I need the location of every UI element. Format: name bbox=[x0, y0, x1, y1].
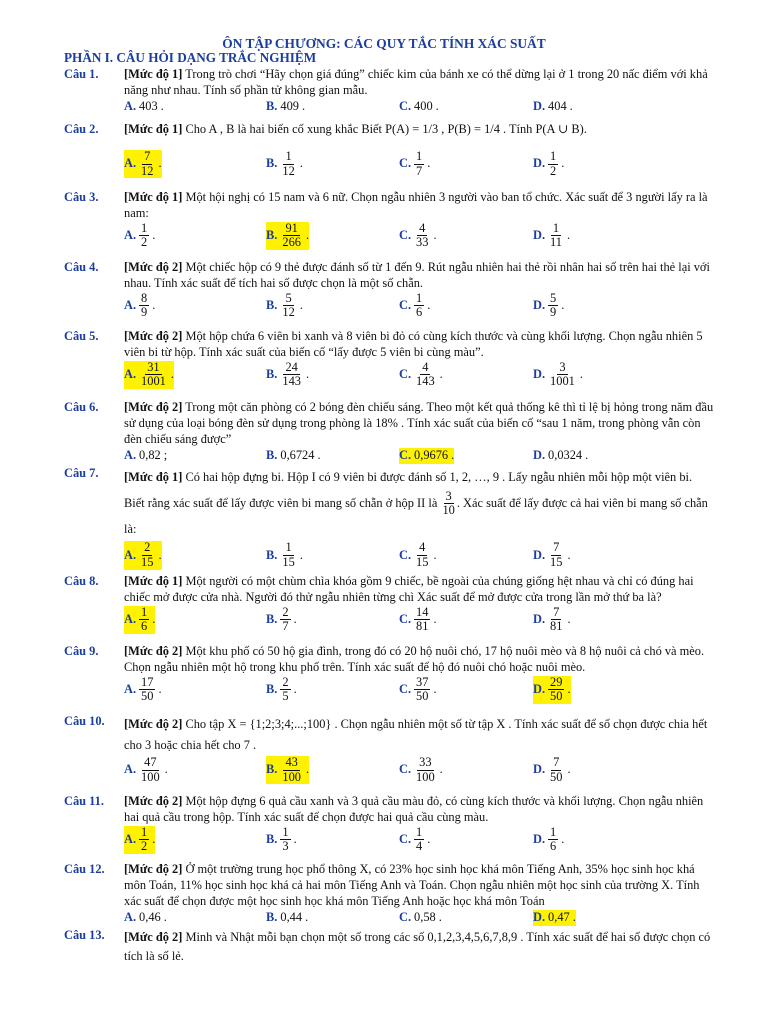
question-text: Một hộp chứa 6 viên bi xanh và 8 viên bi đỏ có cùng kích thước và cùng khối lượng. Chọn ngẫu nhiên 5 viên bi từ hộp. Tính xác suất của biến cố “lấy được 5 viên bi cùng màu”. bbox=[124, 329, 703, 359]
option-a[interactable]: A. 0,46 . bbox=[124, 909, 167, 924]
question-label: Câu 11. bbox=[64, 794, 104, 808]
question-7 bbox=[64, 466, 714, 577]
option-c[interactable]: C. 4 143 . bbox=[399, 359, 443, 389]
level-tag: [Mức độ 2] bbox=[124, 329, 183, 343]
options bbox=[124, 541, 714, 577]
level-tag: [Mức độ 2] bbox=[124, 794, 183, 808]
option-c[interactable]: C. 1 4 . bbox=[399, 824, 431, 854]
option-a[interactable]: A. 1 6 . bbox=[124, 604, 156, 634]
question-label: Câu 13. bbox=[64, 928, 105, 942]
option-c[interactable]: C. 1 6 . bbox=[399, 290, 431, 320]
option-b[interactable]: B. 91 266 . bbox=[266, 220, 310, 250]
options bbox=[124, 292, 714, 328]
option-c[interactable]: C. 4 15 . bbox=[399, 540, 437, 570]
option-b[interactable]: B. 43 100 . bbox=[266, 755, 310, 784]
option-a[interactable]: A. 47 100 . bbox=[124, 755, 168, 784]
question-text: Trong trò chơi “Hãy chọn giá đúng” chiếc kim của bánh xe có thể dừng lại ở 1 trong 20 nấc điểm với khả năng như nhau. Tính số phần tử không gian mẫu. bbox=[124, 67, 708, 97]
options bbox=[124, 676, 714, 712]
option-d[interactable]: D. 3 1001 . bbox=[533, 359, 583, 389]
question-label: Câu 1. bbox=[64, 67, 99, 81]
question-text: Có hai hộp đựng bi. Hộp I có 9 viên bi được đánh số 1, 2, …, 9 . Lấy ngẫu nhiên mỗi hộp một viên bi. Biết rằng xác suất để lấy được viên bi mang số chẵn ở hộp II là bbox=[124, 470, 693, 510]
question-text: Minh và Nhật mỗi bạn chọn một số trong các số 0,1,2,3,4,5,6,7,8,9 . Tính xác suất để hai số được chọn có tích là số lẻ. bbox=[124, 930, 711, 964]
option-a[interactable]: A. 2 15 . bbox=[124, 540, 162, 570]
options bbox=[124, 150, 714, 186]
option-b[interactable]: B. 1 15 . bbox=[266, 540, 303, 570]
option-a[interactable]: A. 7 12 . bbox=[124, 149, 162, 178]
option-d[interactable]: D. 7 15 . bbox=[533, 540, 571, 570]
level-tag: [Mức độ 2] bbox=[124, 400, 183, 414]
option-d[interactable]: D. 1 11 . bbox=[533, 220, 571, 250]
question-label: Câu 12. bbox=[64, 862, 105, 876]
question-label: Câu 7. bbox=[64, 466, 99, 480]
option-d[interactable]: D. 29 50 . bbox=[533, 674, 571, 704]
option-a[interactable]: A. 0,82 ; bbox=[124, 447, 168, 462]
option-b[interactable]: B. 0,6724 . bbox=[266, 447, 321, 462]
question-label: Câu 10. bbox=[64, 714, 105, 728]
options bbox=[124, 910, 714, 930]
option-d[interactable]: D. 5 9 . bbox=[533, 290, 565, 320]
option-a[interactable]: A. 17 50 . bbox=[124, 674, 162, 704]
level-tag: [Mức độ 1] bbox=[124, 67, 183, 81]
options bbox=[124, 361, 714, 397]
option-c[interactable]: C. 33 100 . bbox=[399, 755, 443, 784]
option-a[interactable]: A. 403 . bbox=[124, 98, 164, 113]
option-c[interactable]: C. 400 . bbox=[399, 98, 439, 113]
question-4 bbox=[64, 260, 714, 328]
question-label: Câu 6. bbox=[64, 400, 99, 414]
option-c[interactable]: C. 1 7 . bbox=[399, 149, 431, 178]
question-2 bbox=[64, 122, 714, 186]
option-b[interactable]: B. 1 3 . bbox=[266, 824, 297, 854]
level-tag: [Mức độ 2] bbox=[124, 862, 183, 876]
option-b[interactable]: B. 2 7 . bbox=[266, 604, 297, 634]
question-label: Câu 8. bbox=[64, 574, 99, 588]
option-b[interactable]: B. 409 . bbox=[266, 98, 306, 113]
options bbox=[124, 606, 714, 642]
question-6 bbox=[64, 400, 714, 468]
question-label: Câu 5. bbox=[64, 329, 99, 343]
option-a[interactable]: A. 1 2 . bbox=[124, 220, 156, 250]
question-1 bbox=[64, 67, 714, 119]
level-tag: [Mức độ 1] bbox=[124, 190, 183, 204]
option-c[interactable]: C. 37 50 . bbox=[399, 674, 437, 704]
option-b[interactable]: B. 2 5 . bbox=[266, 674, 297, 704]
inline-fraction: $\frac{3}{10}$ bbox=[442, 488, 455, 518]
option-a[interactable]: A. 8 9 . bbox=[124, 290, 156, 320]
part-heading: PHẦN I. CÂU HỎI DẠNG TRẮC NGHIỆM bbox=[64, 50, 317, 65]
question-text: Một chiếc hộp có 9 thẻ được đánh số từ 1 đến 9. Rút ngẫu nhiên hai thẻ rồi nhân hai số trên hai thẻ lại với nhau. Tính xác suất để tích hai số được chọn là một số chẵn. bbox=[124, 260, 710, 290]
question-label: Câu 9. bbox=[64, 644, 99, 658]
option-a[interactable]: A. 31 1001 . bbox=[124, 359, 174, 389]
question-label: Câu 2. bbox=[64, 122, 99, 136]
question-11 bbox=[64, 794, 714, 862]
level-tag: [Mức độ 2] bbox=[124, 930, 183, 944]
option-c[interactable]: C. 4 33 . bbox=[399, 220, 437, 250]
question-text: Một người có một chùm chìa khóa gồm 9 chiếc, bề ngoài của chúng giống hệt nhau và chỉ có đúng hai chiếc mở được cửa nhà. Người đó thử ngẫu nhiên từng chì Xác suất để mở được cửa trong lần mở thứ ba là? bbox=[124, 574, 694, 604]
option-b[interactable]: B. 5 12 . bbox=[266, 290, 303, 320]
option-d[interactable]: D. 1 2 . bbox=[533, 149, 565, 178]
question-12 bbox=[64, 862, 714, 930]
level-tag: [Mức độ 1] bbox=[124, 122, 183, 136]
question-9 bbox=[64, 644, 714, 712]
options bbox=[124, 448, 714, 468]
level-tag: [Mức độ 2] bbox=[124, 260, 183, 274]
page-title: ÔN TẬP CHƯƠNG: CÁC QUY TẮC TÍNH XÁC SUẤT bbox=[222, 36, 546, 51]
options bbox=[124, 222, 714, 258]
question-text: Một hộp đựng 6 quả cầu xanh và 3 quả cầu màu đỏ, có cùng kích thước và khối lượng. Chọn ngẫu nhiên hai quả cầu trong hộp. Tính xác suất để chọn được hai quả cầu cùng màu. bbox=[124, 794, 704, 824]
question-3 bbox=[64, 190, 714, 258]
question-8 bbox=[64, 574, 714, 642]
option-b[interactable]: B. 24 143 . bbox=[266, 359, 310, 389]
option-d[interactable]: D. 0,47 . bbox=[533, 909, 576, 924]
question-text: Một khu phố có 50 hộ gia đình, trong đó có 20 hộ nuôi chó, 17 hộ nuôi mèo và 8 hộ nuôi cả chó và mèo. Chọn ngẫu nhiên một hộ trong khu phố trên. Tính xác suất để hộ đó nuôi chó hoặc nuôi mèo. bbox=[124, 644, 705, 674]
option-a[interactable]: A. 1 2 . bbox=[124, 824, 156, 854]
question-5 bbox=[64, 329, 714, 397]
level-tag: [Mức độ 1] bbox=[124, 574, 183, 588]
option-c[interactable]: C. 0,9676 . bbox=[399, 447, 455, 462]
level-tag: [Mức độ 1] bbox=[124, 470, 183, 484]
options bbox=[124, 99, 714, 119]
question-text: Một hội nghị có 15 nam và 6 nữ. Chọn ngẫu nhiên 3 người vào ban tổ chức. Xác suất để 3 người lấy ra là nam: bbox=[124, 190, 708, 220]
options bbox=[124, 756, 714, 792]
option-d[interactable]: D. 7 50 . bbox=[533, 755, 571, 784]
options bbox=[124, 826, 714, 862]
option-d[interactable]: D. 1 6 . bbox=[533, 824, 565, 854]
level-tag: [Mức độ 2] bbox=[124, 717, 183, 731]
option-d[interactable]: D. 404 . bbox=[533, 98, 573, 113]
option-d[interactable]: D. 0,0324 . bbox=[533, 447, 589, 462]
question-text: Cho A , B là hai biến cố xung khắc Biết P(A) = 1/3 , P(B) = 1/4 . Tính P(A ∪ B). bbox=[182, 122, 587, 136]
question-text-cont: . Xác suất để lấy được cả hai viên bi mang số chẵn là: bbox=[124, 495, 708, 536]
option-b[interactable]: B. 0,44 . bbox=[266, 909, 309, 924]
question-label: Câu 3. bbox=[64, 190, 99, 204]
level-tag: [Mức độ 2] bbox=[124, 644, 183, 658]
question-label: Câu 4. bbox=[64, 260, 99, 274]
question-13 bbox=[64, 928, 714, 966]
question-text: Cho tập X = {1;2;3;4;...;100} . Chọn ngẫu nhiên một số từ tập X . Tính xác suất để số chọn được chia hết cho 3 hoặc chia hết cho 7 . bbox=[124, 717, 708, 753]
option-c[interactable]: C. 0,58 . bbox=[399, 909, 442, 924]
question-10 bbox=[64, 714, 714, 792]
option-c[interactable]: C. 14 81 . bbox=[399, 604, 437, 634]
option-d[interactable]: D. 7 81 . bbox=[533, 604, 571, 634]
option-b[interactable]: B. 1 12 . bbox=[266, 149, 303, 178]
question-text: Trong một căn phòng có 2 bóng đèn chiếu sáng. Theo một kết quả thống kê thì tỉ lệ bị hỏng trong năm đầu sử dụng của loại bóng đèn sử dụng trong phòng là 18% . Tính xác suất của biến cố “sau 1 năm, trong phòng vẫn còn đèn chiếu sáng được” bbox=[124, 400, 714, 446]
question-text: Ở một trường trung học phổ thông X, có 23% học sinh học khá môn Tiếng Anh, 35% học sinh học khá môn Toán, 11% học sinh học khá cả hai môn Tiếng Anh và Toán. Chọn ngẫu nhiên một học sinh của trường X. Tính xác suất để chọn được một học sinh học khá môn Tiếng Anh hoặc học khá môn Toán bbox=[124, 862, 700, 908]
